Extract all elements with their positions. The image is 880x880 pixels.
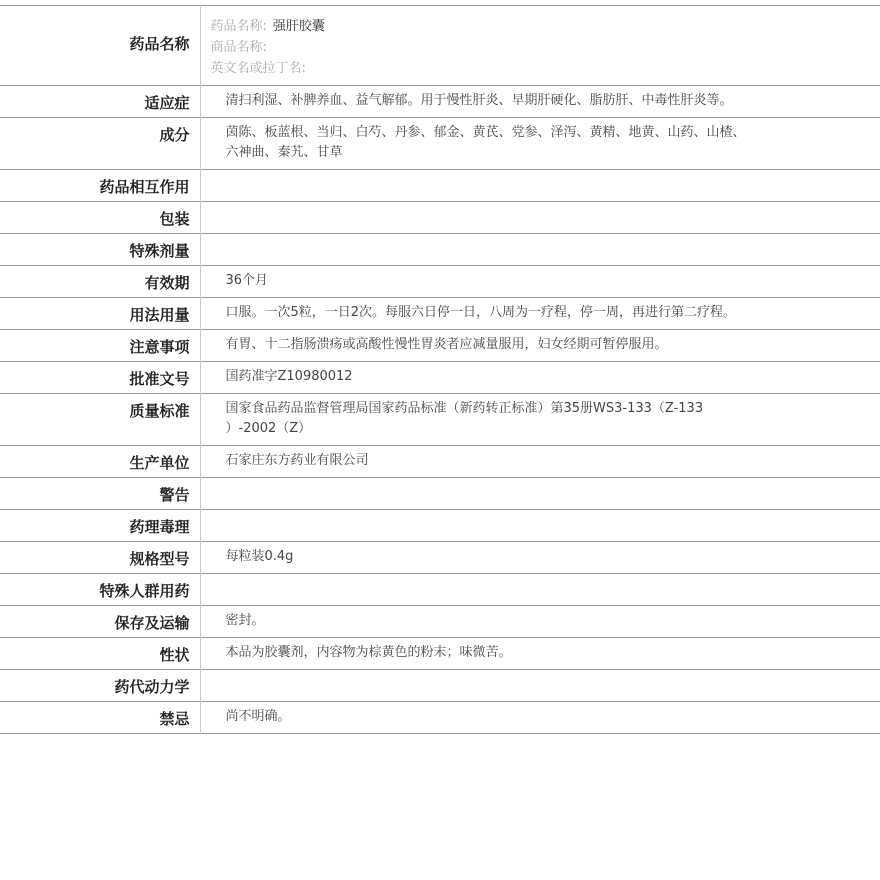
row-pharmacokinetics — [0, 670, 880, 702]
value-interactions — [200, 170, 880, 202]
label-warning: 警告 — [159, 486, 190, 504]
label-spec: 规格型号 — [129, 550, 190, 568]
label-ingredients: 成分 — [159, 126, 190, 144]
ingredients-line-2: 六神曲、秦艽、甘草 — [225, 145, 343, 160]
row-interactions — [0, 170, 880, 202]
row-indications — [0, 86, 880, 118]
row-drug-name — [0, 6, 880, 86]
value-contraindications: 尚不明确。 — [225, 709, 291, 724]
value-packaging — [200, 202, 880, 234]
row-spec — [0, 542, 880, 574]
value-ingredients — [200, 118, 880, 170]
label-interactions: 药品相互作用 — [99, 178, 190, 196]
label-validity: 有效期 — [144, 274, 190, 292]
drug-info-table — [0, 5, 880, 734]
label-precautions: 注意事项 — [129, 338, 190, 356]
row-contraindications — [0, 702, 880, 734]
row-approval — [0, 362, 880, 394]
value-special-dosage — [200, 234, 880, 266]
value-pharmacology — [200, 510, 880, 542]
label-indications: 适应症 — [144, 94, 190, 112]
row-usage — [0, 298, 880, 330]
row-validity — [0, 266, 880, 298]
row-packaging — [0, 202, 880, 234]
value-indications: 清扫利湿、补脾养血、益气解郁。用于慢性肝炎、早期肝硬化、脂肪肝、中毒性肝炎等。 — [225, 93, 733, 108]
label-drug-name-cell — [0, 6, 200, 86]
row-special-population — [0, 574, 880, 606]
label-standard: 质量标准 — [129, 402, 190, 420]
value-warning — [200, 478, 880, 510]
english-name-key: 英文名或拉丁名: — [210, 61, 306, 76]
english-name-line — [211, 58, 871, 79]
label-contraindications: 禁忌 — [159, 710, 190, 728]
label-pharmacology: 药理毒理 — [129, 518, 190, 536]
label-pharmacokinetics: 药代动力学 — [114, 678, 190, 696]
value-standard — [200, 394, 880, 446]
value-appearance: 本品为胶囊剂，内容物为棕黄色的粉末；味微苦。 — [225, 645, 512, 660]
label-appearance: 性状 — [159, 646, 190, 664]
value-validity: 36个月 — [225, 273, 269, 288]
drug-name-value: 强肝胶囊 — [272, 19, 325, 34]
value-pharmacokinetics — [200, 670, 880, 702]
label-drug-name: 药品名称 — [129, 35, 190, 53]
row-ingredients — [0, 118, 880, 170]
value-storage: 密封。 — [225, 613, 265, 628]
trade-name-key: 商品名称: — [210, 40, 267, 55]
label-usage: 用法用量 — [129, 306, 190, 324]
standard-line-1: 国家食品药品监督管理局国家药品标准（新药转正标准）第35册WS3-133（Z-133 — [225, 401, 704, 416]
drug-name-line — [211, 16, 871, 37]
row-appearance — [0, 638, 880, 670]
row-precautions — [0, 330, 880, 362]
row-manufacturer — [0, 446, 880, 478]
label-packaging: 包装 — [159, 210, 190, 228]
label-storage: 保存及运输 — [114, 614, 190, 632]
value-spec: 每粒装0.4g — [225, 549, 294, 564]
value-special-population — [200, 574, 880, 606]
value-approval: 国药准字Z10980012 — [225, 369, 353, 384]
value-manufacturer: 石家庄东方药业有限公司 — [225, 453, 369, 468]
value-precautions: 有胃、十二指肠溃疡或高酸性慢性胃炎者应减量服用，妇女经期可暂停服用。 — [225, 337, 668, 352]
drug-name-block — [200, 6, 880, 86]
value-usage: 口服。一次5粒，一日2次。每服六日停一日，八周为一疗程，停一周，再进行第二疗程。 — [225, 305, 737, 320]
row-storage — [0, 606, 880, 638]
row-pharmacology — [0, 510, 880, 542]
ingredients-line-1: 茵陈、板蓝根、当归、白芍、丹参、郁金、黄芪、党参、泽泻、黄精、地黄、山药、山楂、 — [225, 125, 746, 140]
label-manufacturer: 生产单位 — [129, 454, 190, 472]
row-special-dosage — [0, 234, 880, 266]
trade-name-line — [211, 37, 871, 58]
drug-name-key: 药品名称: — [210, 19, 267, 34]
standard-line-2: ）-2002（Z） — [225, 421, 312, 436]
label-approval: 批准文号 — [129, 370, 190, 388]
row-warning — [0, 478, 880, 510]
label-special-dosage: 特殊剂量 — [129, 242, 190, 260]
row-standard — [0, 394, 880, 446]
label-special-population: 特殊人群用药 — [99, 582, 190, 600]
